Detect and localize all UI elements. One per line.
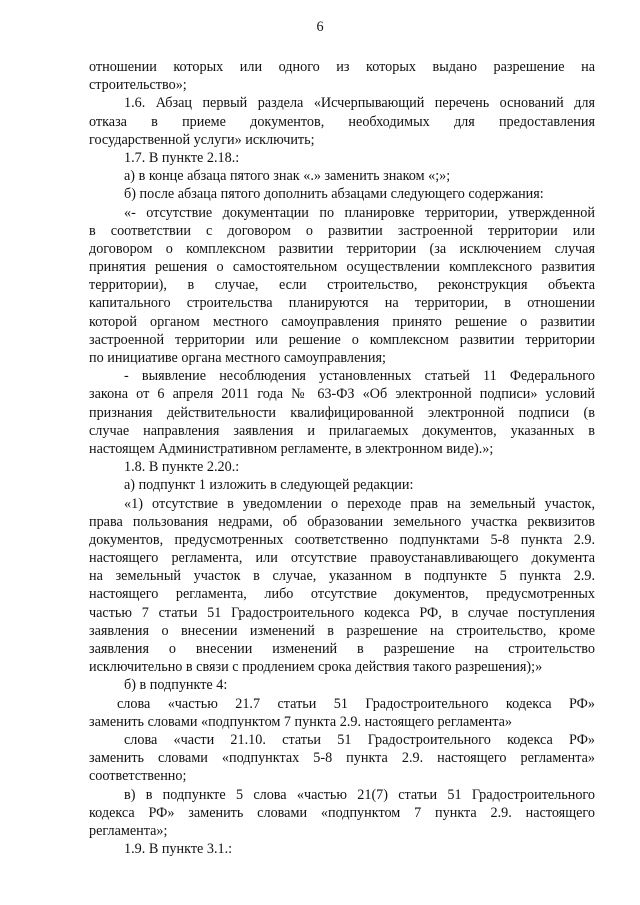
text-line: «- отсутствие документации по планировке территории, утвержденной — [124, 204, 595, 221]
text-line: частью 7 статьи 51 Градостроительного кодекса РФ, в случае поступления — [89, 604, 595, 621]
text-line: регламента»; — [89, 822, 168, 839]
text-line: признания действительности квалифицированной электронной подписи (в — [89, 404, 595, 421]
text-line: права пользования недрами, об образовании земельного участка реквизитов — [89, 513, 595, 530]
text-line: заявления о внесении изменений в разрешение на строительство, кроме — [89, 622, 595, 639]
text-line: 1.8. В пункте 2.20.: — [124, 459, 240, 476]
text-line: а) в конце абзаца пятого знак «.» заменить знаком «;»; — [124, 168, 451, 185]
text-line: слова «частью 21.7 статьи 51 Градостроительного кодекса РФ» — [117, 695, 595, 712]
text-line: территории), в случае, если строительство, реконструкция объекта — [89, 277, 595, 294]
text-line: капитального строительства планируются на территории, в отношении — [89, 295, 595, 312]
text-line: заменить словами «подпунктом 7 пункта 2.9. настоящего регламента» — [89, 713, 512, 730]
text-line: настоящего регламента, либо отсутствие документов, предусмотренных — [89, 586, 595, 603]
text-line: 1.7. В пункте 2.18.: — [124, 149, 240, 166]
text-line: заявления о внесении изменений в разрешение на строительство — [89, 641, 595, 657]
page-number: 6 — [316, 19, 324, 35]
text-line: принятия решения о самостоятельном осуществлении комплексного развития — [89, 259, 595, 276]
text-line: исключительно в связи с продлением срока действия такого разрешения);» — [89, 659, 543, 676]
text-line: в) в подпункте 5 слова «частью 21(7) статьи 51 Градостроительного — [124, 786, 595, 803]
text-line: на земельный участок в случае, указанном в подпункте 5 пункта 2.9. — [89, 568, 595, 585]
text-line: 1.9. В пункте 3.1.: — [124, 841, 233, 858]
text-line: кодекса РФ» заменить словами «подпунктом 7 пункта 2.9. настоящего — [89, 804, 595, 821]
body-text — [89, 58, 595, 858]
text-line: которой органом местного самоуправления принято решение о развитии — [89, 313, 595, 330]
text-line: по инициативе органа местного самоуправления; — [89, 350, 386, 366]
text-line: б) в подпункте 4: — [124, 677, 228, 694]
text-line: 1.6. Абзац первый раздела «Исчерпывающий перечень оснований для — [124, 95, 595, 112]
text-line: соответственно; — [89, 768, 187, 785]
text-line: - выявление несоблюдения установленных статьей 11 Федерального — [124, 368, 595, 385]
text-line: государственной услуги» исключить; — [89, 131, 315, 148]
text-line: в соответствии с договором о развитии застроенной территории или — [89, 222, 595, 239]
text-line: случае направления заявления и прилагаемых документов, указанных в — [89, 422, 595, 439]
text-line: закона от 6 апреля 2011 года № 63-ФЗ «Об электронной подписи» условий — [89, 386, 595, 403]
text-line: отношении которых или одного из которых выдано разрешение на — [89, 59, 595, 75]
text-line: застроенной территории или решение о комплексном развитии территории — [89, 331, 595, 348]
text-line: настоящего регламента, или отсутствие правоустанавливающего документа — [89, 550, 595, 567]
text-line: а) подпункт 1 изложить в следующей редакции: — [124, 477, 414, 494]
text-line: заменить словами «подпунктах 5-8 пункта 2.9. настоящего регламента» — [89, 750, 595, 767]
text-line: отказа в приеме документов, необходимых для предоставления — [89, 113, 595, 130]
text-line: договором о комплексном развитии территории (за исключением случая — [89, 240, 595, 257]
text-line: б) после абзаца пятого дополнить абзацами следующего содержания: — [124, 186, 544, 203]
text-line: документов, предусмотренных соответственно подпунктами 5-8 пункта 2.9. — [89, 531, 595, 548]
text-line: настоящем Административном регламенте, в электронном виде).»; — [89, 440, 494, 457]
text-line: строительство»; — [89, 77, 187, 94]
text-line: «1) отсутствие в уведомлении о переходе прав на земельный участок, — [124, 495, 595, 512]
text-line: слова «части 21.10. статьи 51 Градостроительного кодекса РФ» — [124, 731, 595, 748]
